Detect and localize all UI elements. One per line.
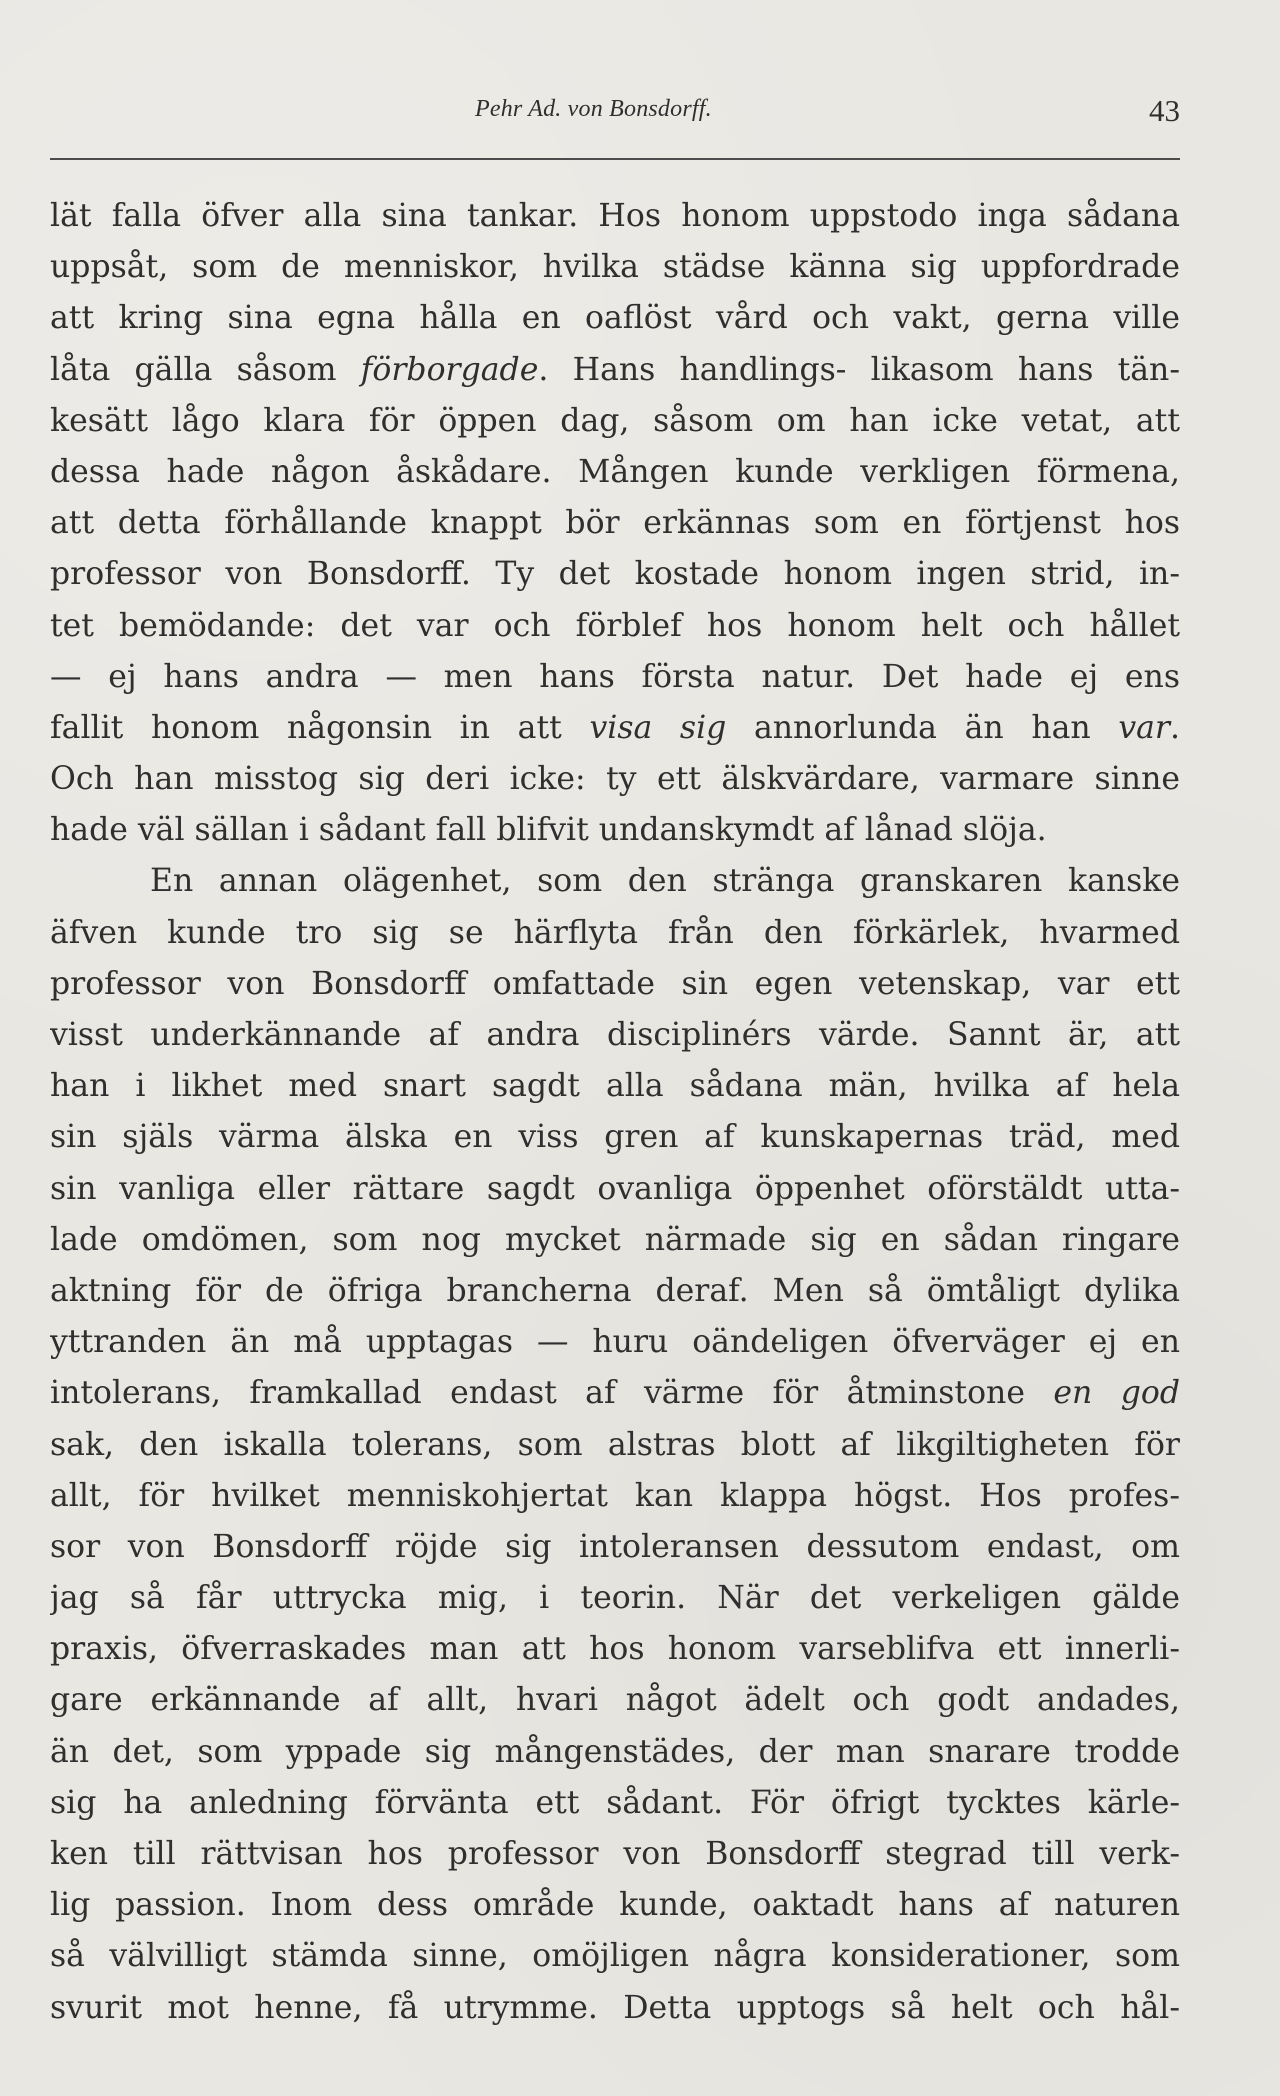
text-line: sin vanliga eller rättare sagdt ovanliga öppenhet oförstäldt utta- <box>50 1170 1180 1207</box>
text-line: svurit mot henne, få utrymme. Detta upptogs så helt och hål- <box>50 1989 1180 2026</box>
text-line: så välvilligt stämda sinne, omöjligen några konsiderationer, som <box>50 1938 1180 1975</box>
running-head: Pehr Ad. von Bonsdorff. <box>475 96 712 122</box>
text-line: gare erkännande af allt, hvari något ädelt och godt andades, <box>50 1682 1180 1719</box>
text-line: uppsåt, som de menniskor, hvilka städse känna sig uppfordrade <box>50 249 1180 286</box>
text-line: tet bemödande: det var och förblef hos honom helt och hållet <box>50 607 1180 644</box>
page-header <box>50 93 1180 136</box>
text-line: professor von Bonsdorff omfattade sin egen vetenskap, var ett <box>50 965 1180 1002</box>
italic-text: en god <box>1053 1375 1180 1412</box>
text-line: sig ha anledning förvänta ett sådant. För öfrigt tycktes kärle- <box>50 1784 1180 1821</box>
text-line: lade omdömen, som nog mycket närmade sig en sådan ringare <box>50 1221 1180 1258</box>
text-line: äfven kunde tro sig se härflyta från den förkärlek, hvarmed <box>50 914 1180 951</box>
text-line: sak, den iskalla tolerans, som alstras blott af likgiltigheten för <box>50 1426 1180 1463</box>
text-line: En annan olägenhet, som den stränga granskaren kanske <box>150 863 1180 900</box>
text-line: allt, för hvilket menniskohjertat kan klappa högst. Hos profes- <box>50 1477 1180 1514</box>
text-line: låta gälla såsom förborgade. Hans handlings- likasom hans tän- <box>50 351 1180 388</box>
text-block <box>50 191 1180 2034</box>
text-line: än det, som yppade sig mångenstädes, der man snarare trodde <box>50 1733 1180 1770</box>
text-line: aktning för de öfriga brancherna deraf. Men så ömtåligt dylika <box>50 1272 1180 1309</box>
text-line: att detta förhållande knappt bör erkännas som en förtjenst hos <box>50 505 1180 542</box>
text-line: sin själs värma älska en viss gren af kunskapernas träd, med <box>50 1119 1180 1156</box>
paragraph <box>50 191 1180 856</box>
paragraph <box>50 856 1180 2033</box>
text-line: Och han misstog sig deri icke: ty ett älskvärdare, varmare sinne <box>50 761 1180 798</box>
italic-text: förborgade <box>360 351 539 388</box>
text-line: yttranden än må upptagas — huru oändeligen öfverväger ej en <box>50 1324 1180 1361</box>
text-line: att kring sina egna hålla en oaflöst vård och vakt, gerna ville <box>50 300 1180 337</box>
text-line: visst underkännande af andra disciplinérs värde. Sannt är, att <box>50 1017 1180 1053</box>
text-line: ken till rättvisan hos professor von Bonsdorff stegrad till verk- <box>50 1836 1180 1872</box>
text-line: lig passion. Inom dess område kunde, oaktadt hans af naturen <box>50 1887 1180 1924</box>
text-line: — ej hans andra — men hans första natur. Det hade ej ens <box>50 658 1180 695</box>
text-line: hade väl sällan i sådant fall blifvit undanskymdt af lånad slöja. <box>50 812 1047 849</box>
text-line: intolerans, framkallad endast af värme för åtminstone en god <box>50 1375 1180 1412</box>
text-line: fallit honom någonsin in att visa sig annorlunda än han var. <box>50 709 1180 746</box>
italic-text: var <box>1118 709 1170 746</box>
text-line: lät falla öfver alla sina tankar. Hos honom uppstodo inga sådana <box>50 198 1180 234</box>
text-line: jag så får uttrycka mig, i teorin. När det verkeligen gälde <box>50 1580 1180 1617</box>
text-line: praxis, öfverraskades man att hos honom varseblifva ett innerli- <box>50 1631 1180 1668</box>
page-number: 43 <box>1149 93 1180 128</box>
text-line: professor von Bonsdorff. Ty det kostade honom ingen strid, in- <box>50 556 1180 593</box>
text-line: kesätt lågo klara för öppen dag, såsom om han icke vetat, att <box>50 402 1180 439</box>
text-line: sor von Bonsdorff röjde sig intoleransen dessutom endast, om <box>50 1528 1180 1565</box>
text-line: dessa hade någon åskådare. Mången kunde verkligen förmena, <box>50 453 1180 490</box>
italic-text: visa sig <box>589 709 727 746</box>
text-line: han i likhet med snart sagdt alla sådana män, hvilka af hela <box>50 1068 1180 1105</box>
header-rule <box>50 158 1180 160</box>
